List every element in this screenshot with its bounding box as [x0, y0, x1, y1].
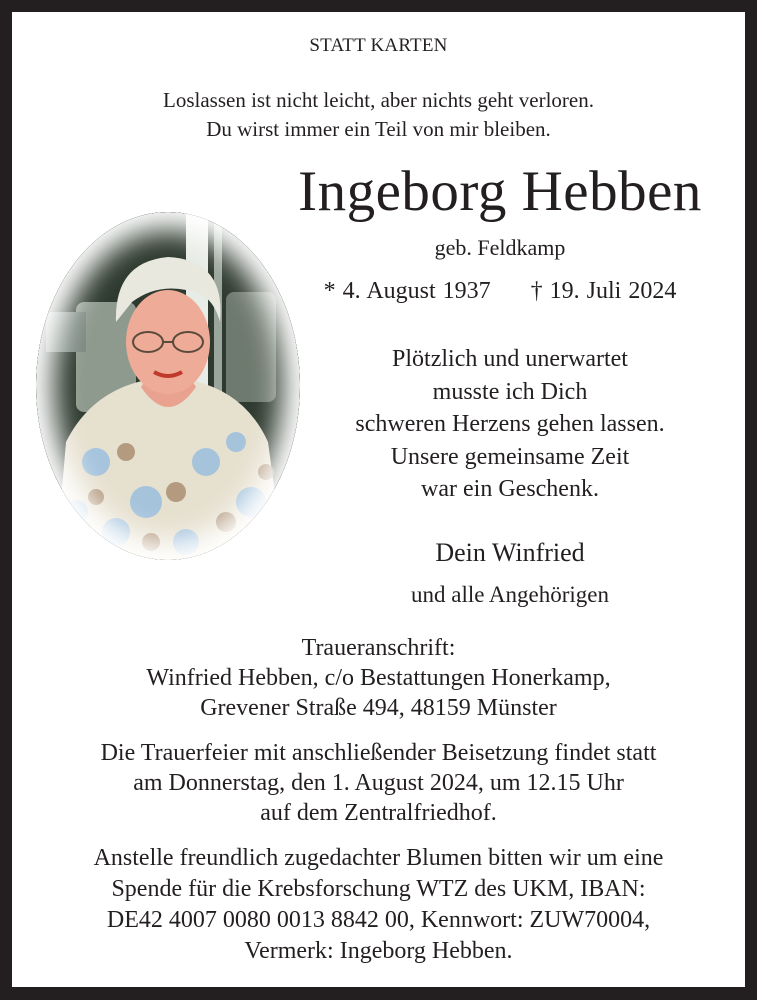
relatives: und alle Angehörigen [410, 582, 609, 607]
donation-line: Spende für die Krebsforschung WTZ des UKM, IBAN: [111, 876, 646, 902]
donation-line: DE42 4007 0080 0013 8842 00, Kennwort: ZUW70004, [106, 907, 651, 933]
photo-vignette [36, 212, 300, 560]
poem [310, 343, 710, 506]
mourning-address [0, 633, 757, 723]
motto [0, 86, 757, 144]
portrait-photo [36, 212, 300, 560]
header-label: STATT KARTEN [309, 35, 448, 56]
poem-line: war ein Geschenk. [421, 476, 599, 502]
ceremony-info [0, 738, 757, 828]
birth-name: geb. Feldkamp [434, 235, 566, 260]
donation-line: Vermerk: Ingeborg Hebben. [244, 938, 513, 964]
ceremony-line: Die Trauerfeier mit anschließender Beisetzung findet statt [100, 740, 657, 766]
ceremony-line: am Donnerstag, den 1. August 2024, um 12.15 Uhr [133, 770, 624, 796]
address-line: Grevener Straße 494, 48159 Münster [200, 695, 557, 721]
poem-line: schweren Herzens gehen lassen. [355, 411, 665, 437]
address-line: Winfried Hebben, c/o Bestattungen Honerkamp, [146, 665, 611, 691]
donation-info [0, 843, 757, 967]
life-dates [270, 278, 730, 305]
deceased-name: Ingeborg Hebben [298, 160, 702, 223]
address-line: Traueranschrift: [301, 635, 456, 661]
motto-line: Du wirst immer ein Teil von mir bleiben. [206, 117, 551, 141]
cross-icon: † [530, 278, 543, 304]
poem-line: Plötzlich und unerwartet [392, 346, 628, 372]
death-date: 19. Juli 2024 [549, 278, 677, 304]
donation-line: Anstelle freundlich zugedachter Blumen bitten wir um eine [93, 845, 664, 871]
motto-line: Loslassen ist nicht leicht, aber nichts geht verloren. [163, 88, 594, 112]
birth-date: 4. August 1937 [342, 278, 491, 304]
ceremony-line: auf dem Zentralfriedhof. [260, 800, 497, 826]
signature: Dein Winfried [435, 538, 585, 567]
poem-line: musste ich Dich [432, 378, 588, 405]
star-icon: * [323, 278, 336, 304]
poem-line: Unsere gemeinsame Zeit [390, 443, 630, 470]
